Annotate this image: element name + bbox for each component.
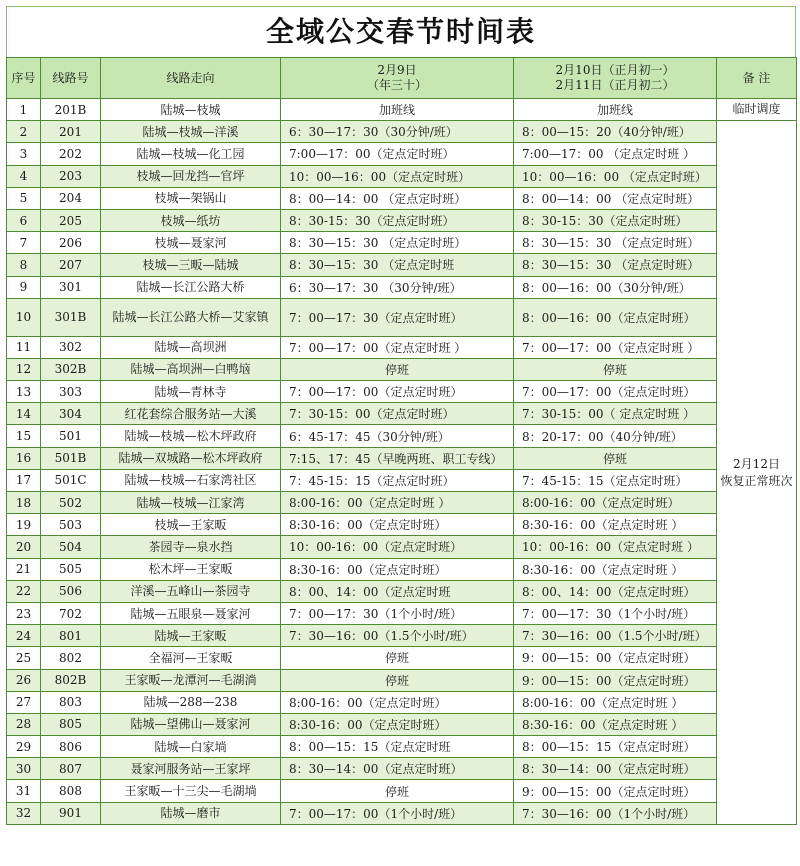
line-cell: 501B xyxy=(41,447,101,469)
route-cell: 陆城—王家畈 xyxy=(101,625,281,647)
route-cell: 枝城—回龙挡—官坪 xyxy=(101,165,281,187)
day1-time-cell: 8：30—15：30 （定点定时班 xyxy=(281,254,514,276)
line-cell: 506 xyxy=(41,580,101,602)
route-cell: 陆城—青林寺 xyxy=(101,381,281,403)
day1-time-cell: 7：00—17：00（1个小时/班） xyxy=(281,802,514,824)
table-row xyxy=(7,691,797,713)
day2-time-cell: 7:00—17：00 （定点定时班 ） xyxy=(514,143,717,165)
line-cell: 301 xyxy=(41,276,101,298)
line-cell: 205 xyxy=(41,209,101,231)
line-cell: 803 xyxy=(41,691,101,713)
seq-cell: 4 xyxy=(7,165,41,187)
seq-cell: 13 xyxy=(7,381,41,403)
day2-time-cell: 7：30—16：00（1个小时/班） xyxy=(514,802,717,824)
route-cell: 陆城—长江公路大桥—艾家镇 xyxy=(101,298,281,336)
day1-time-cell: 8:00-16：00（定点定时班） xyxy=(281,691,514,713)
seq-cell: 20 xyxy=(7,536,41,558)
header-note: 备 注 xyxy=(717,58,797,99)
day2-time-cell: 8:30-16：00（定点定时班 ） xyxy=(514,558,717,580)
day1-time-cell: 停班 xyxy=(281,358,514,380)
line-cell: 802 xyxy=(41,647,101,669)
route-cell: 枝城—王家畈 xyxy=(101,514,281,536)
route-cell: 陆城—高坝洲—白鸭垴 xyxy=(101,358,281,380)
line-cell: 807 xyxy=(41,758,101,780)
table-row xyxy=(7,602,797,624)
day2-time-cell: 7：00—17：00（定点定时班） xyxy=(514,381,717,403)
table-row xyxy=(7,625,797,647)
line-cell: 504 xyxy=(41,536,101,558)
header-seq: 序号 xyxy=(7,58,41,99)
route-cell: 陆城—五眼泉—聂家河 xyxy=(101,602,281,624)
header-day1-date: 2月9日 xyxy=(377,63,417,77)
line-cell: 505 xyxy=(41,558,101,580)
table-row xyxy=(7,536,797,558)
day1-time-cell: 7:00—17：00（定点定时班） xyxy=(281,143,514,165)
line-cell: 501C xyxy=(41,469,101,491)
line-cell: 301B xyxy=(41,298,101,336)
table-row xyxy=(7,336,797,358)
schedule-sheet xyxy=(6,6,796,825)
day1-time-cell: 8：30—15：30 （定点定时班） xyxy=(281,232,514,254)
day2-time-cell: 8：00—14：00 （定点定时班） xyxy=(514,187,717,209)
seq-cell: 2 xyxy=(7,121,41,143)
day1-time-cell: 7：00—17：00（定点定时班） xyxy=(281,381,514,403)
day1-time-cell: 8:30-16：00（定点定时班） xyxy=(281,558,514,580)
header-day2-date1: 2月10日（正月初一） xyxy=(555,63,675,77)
seq-cell: 11 xyxy=(7,336,41,358)
route-cell: 洋溪—五峰山—茶园寺 xyxy=(101,580,281,602)
day2-time-cell: 10：00—16：00 （定点定时班） xyxy=(514,165,717,187)
day2-time-cell: 9：00—15：00（定点定时班） xyxy=(514,669,717,691)
day1-time-cell: 8：00—14：00 （定点定时班） xyxy=(281,187,514,209)
line-cell: 201 xyxy=(41,121,101,143)
seq-cell: 19 xyxy=(7,514,41,536)
route-cell: 陆城—枝城—松木坪政府 xyxy=(101,425,281,447)
day2-time-cell: 停班 xyxy=(514,447,717,469)
line-cell: 302B xyxy=(41,358,101,380)
line-cell: 203 xyxy=(41,165,101,187)
table-row xyxy=(7,647,797,669)
day1-time-cell: 停班 xyxy=(281,780,514,802)
table-row xyxy=(7,758,797,780)
table-row xyxy=(7,780,797,802)
day2-time-cell: 8:30-16：00（定点定时班 ） xyxy=(514,514,717,536)
day1-time-cell: 6：30—17：30（30分钟/班） xyxy=(281,121,514,143)
day2-time-cell: 8:30-16：00（定点定时班 ） xyxy=(514,713,717,735)
table-row xyxy=(7,514,797,536)
line-cell: 501 xyxy=(41,425,101,447)
line-cell: 304 xyxy=(41,403,101,425)
route-cell: 陆城—枝城 xyxy=(101,99,281,121)
route-cell: 王家畈—龙潭河—毛湖淌 xyxy=(101,669,281,691)
day1-time-cell: 停班 xyxy=(281,669,514,691)
schedule-table xyxy=(6,57,797,825)
table-row xyxy=(7,165,797,187)
seq-cell: 12 xyxy=(7,358,41,380)
day1-time-cell: 7:15、17：45（早晚两班、职工专线） xyxy=(281,447,514,469)
line-cell: 204 xyxy=(41,187,101,209)
seq-cell: 18 xyxy=(7,492,41,514)
line-cell: 207 xyxy=(41,254,101,276)
route-cell: 王家畈—十三尖—毛湖埫 xyxy=(101,780,281,802)
day2-time-cell: 8：20-17：00（40分钟/班） xyxy=(514,425,717,447)
table-row xyxy=(7,802,797,824)
line-cell: 302 xyxy=(41,336,101,358)
day1-time-cell: 8:30-16：00（定点定时班） xyxy=(281,514,514,536)
table-row xyxy=(7,254,797,276)
day2-time-cell: 8：00—15：20（40分钟/班） xyxy=(514,121,717,143)
line-cell: 503 xyxy=(41,514,101,536)
table-row xyxy=(7,447,797,469)
route-cell: 松木坪—王家畈 xyxy=(101,558,281,580)
table-row xyxy=(7,580,797,602)
day1-time-cell: 7：30—16：00（1.5个小时/班） xyxy=(281,625,514,647)
day2-time-cell: 7：30—16：00（1.5个小时/班） xyxy=(514,625,717,647)
day2-time-cell: 8：00—16：00（定点定时班） xyxy=(514,298,717,336)
seq-cell: 17 xyxy=(7,469,41,491)
day1-time-cell: 6：30—17：30 （30分钟/班） xyxy=(281,276,514,298)
route-cell: 枝城—三畈—陆城 xyxy=(101,254,281,276)
seq-cell: 25 xyxy=(7,647,41,669)
day1-time-cell: 7：00—17：30（定点定时班） xyxy=(281,298,514,336)
line-cell: 805 xyxy=(41,713,101,735)
table-row xyxy=(7,492,797,514)
day2-time-cell: 8:00-16：00（定点定时班 ） xyxy=(514,691,717,713)
seq-cell: 8 xyxy=(7,254,41,276)
table-row xyxy=(7,358,797,380)
note-resume xyxy=(717,121,797,825)
day2-time-cell: 8：00—15：15（定点定时班） xyxy=(514,736,717,758)
day2-time-cell: 8：30-15：30（定点定时班） xyxy=(514,209,717,231)
day1-time-cell: 7：00—17：30（1个小时/班） xyxy=(281,602,514,624)
table-row xyxy=(7,298,797,336)
day2-time-cell: 8：30—14：00（定点定时班） xyxy=(514,758,717,780)
seq-cell: 1 xyxy=(7,99,41,121)
day1-time-cell: 8:30-16：00（定点定时班） xyxy=(281,713,514,735)
day2-time-cell: 加班线 xyxy=(514,99,717,121)
seq-cell: 15 xyxy=(7,425,41,447)
route-cell: 陆城—枝城—江家湾 xyxy=(101,492,281,514)
table-row xyxy=(7,187,797,209)
day1-time-cell: 10：00—16：00（定点定时班） xyxy=(281,165,514,187)
seq-cell: 23 xyxy=(7,602,41,624)
seq-cell: 9 xyxy=(7,276,41,298)
line-cell: 202 xyxy=(41,143,101,165)
line-cell: 201B xyxy=(41,99,101,121)
table-row xyxy=(7,381,797,403)
day2-time-cell: 10：00-16：00（定点定时班 ） xyxy=(514,536,717,558)
header-day2 xyxy=(514,58,717,99)
route-cell: 陆城—磨市 xyxy=(101,802,281,824)
seq-cell: 28 xyxy=(7,713,41,735)
table-row xyxy=(7,713,797,735)
seq-cell: 10 xyxy=(7,298,41,336)
day1-time-cell: 6：45-17：45（30分钟/班） xyxy=(281,425,514,447)
header-day2-date2: 2月11日（正月初二） xyxy=(555,78,675,92)
seq-cell: 27 xyxy=(7,691,41,713)
line-cell: 808 xyxy=(41,780,101,802)
line-cell: 802B xyxy=(41,669,101,691)
route-cell: 陆城—288—238 xyxy=(101,691,281,713)
seq-cell: 29 xyxy=(7,736,41,758)
seq-cell: 21 xyxy=(7,558,41,580)
table-row xyxy=(7,143,797,165)
header-day1 xyxy=(281,58,514,99)
schedule-rows xyxy=(7,99,797,825)
table-row xyxy=(7,425,797,447)
route-cell: 陆城—长江公路大桥 xyxy=(101,276,281,298)
table-row xyxy=(7,736,797,758)
seq-cell: 7 xyxy=(7,232,41,254)
day2-time-cell: 8：30—15：30 （定点定时班） xyxy=(514,232,717,254)
route-cell: 枝城—纸坊 xyxy=(101,209,281,231)
day1-time-cell: 7：00—17：00（定点定时班 ） xyxy=(281,336,514,358)
route-cell: 茶园寺—泉水挡 xyxy=(101,536,281,558)
day2-time-cell: 7：30-15：00（ 定点定时班 ） xyxy=(514,403,717,425)
route-cell: 聂家河服务站—王家坪 xyxy=(101,758,281,780)
route-cell: 枝城—架锅山 xyxy=(101,187,281,209)
seq-cell: 32 xyxy=(7,802,41,824)
table-row xyxy=(7,232,797,254)
day1-time-cell: 加班线 xyxy=(281,99,514,121)
route-cell: 陆城—望佛山—聂家河 xyxy=(101,713,281,735)
table-row xyxy=(7,209,797,231)
day2-time-cell: 8：00、14：00（定点定时班） xyxy=(514,580,717,602)
day2-time-cell: 8：00—16：00（30分钟/班） xyxy=(514,276,717,298)
day1-time-cell: 8：30-15：30（定点定时班） xyxy=(281,209,514,231)
day2-time-cell: 8：30—15：30 （定点定时班） xyxy=(514,254,717,276)
day2-time-cell: 9：00—15：00（定点定时班） xyxy=(514,647,717,669)
route-cell: 红花套综合服务站—大溪 xyxy=(101,403,281,425)
note-resume-text: 恢复正常班次 xyxy=(720,473,793,488)
table-row xyxy=(7,403,797,425)
day1-time-cell: 10：00-16：00（定点定时班） xyxy=(281,536,514,558)
day1-time-cell: 停班 xyxy=(281,647,514,669)
route-cell: 全福河—王家畈 xyxy=(101,647,281,669)
header-route: 线路走向 xyxy=(101,58,281,99)
route-cell: 陆城—双城路—松木坪政府 xyxy=(101,447,281,469)
day1-time-cell: 8:00-16：00（定点定时班 ） xyxy=(281,492,514,514)
note-resume-date: 2月12日 xyxy=(733,456,780,471)
table-row xyxy=(7,99,797,121)
seq-cell: 26 xyxy=(7,669,41,691)
day2-time-cell: 7：00—17：00（定点定时班 ） xyxy=(514,336,717,358)
day2-time-cell: 7：45-15：15（定点定时班） xyxy=(514,469,717,491)
table-row xyxy=(7,121,797,143)
header-line: 线路号 xyxy=(41,58,101,99)
seq-cell: 3 xyxy=(7,143,41,165)
route-cell: 陆城—枝城—石家湾社区 xyxy=(101,469,281,491)
day2-time-cell: 7：00—17：30（1个小时/班） xyxy=(514,602,717,624)
table-row xyxy=(7,669,797,691)
day1-time-cell: 7：30-15：00（定点定时班） xyxy=(281,403,514,425)
day1-time-cell: 7：45-15：15（定点定时班） xyxy=(281,469,514,491)
seq-cell: 24 xyxy=(7,625,41,647)
seq-cell: 16 xyxy=(7,447,41,469)
header-day1-sub: （年三十） xyxy=(366,78,427,92)
line-cell: 502 xyxy=(41,492,101,514)
line-cell: 801 xyxy=(41,625,101,647)
seq-cell: 5 xyxy=(7,187,41,209)
seq-cell: 6 xyxy=(7,209,41,231)
table-row xyxy=(7,469,797,491)
route-cell: 陆城—白家埫 xyxy=(101,736,281,758)
route-cell: 陆城—高坝洲 xyxy=(101,336,281,358)
line-cell: 901 xyxy=(41,802,101,824)
seq-cell: 31 xyxy=(7,780,41,802)
day1-time-cell: 8：00—15：15（定点定时班 xyxy=(281,736,514,758)
seq-cell: 14 xyxy=(7,403,41,425)
seq-cell: 30 xyxy=(7,758,41,780)
day1-time-cell: 8：00、14：00（定点定时班 xyxy=(281,580,514,602)
table-row xyxy=(7,276,797,298)
seq-cell: 22 xyxy=(7,580,41,602)
day1-time-cell: 8：30—14：00（定点定时班） xyxy=(281,758,514,780)
line-cell: 303 xyxy=(41,381,101,403)
route-cell: 陆城—枝城—洋溪 xyxy=(101,121,281,143)
day2-time-cell: 9：00—15：00（定点定时班） xyxy=(514,780,717,802)
page-title: 全域公交春节时间表 xyxy=(6,6,796,57)
day2-time-cell: 8:00-16：00（定点定时班） xyxy=(514,492,717,514)
route-cell: 陆城—枝城—化工园 xyxy=(101,143,281,165)
table-row xyxy=(7,558,797,580)
day2-time-cell: 停班 xyxy=(514,358,717,380)
line-cell: 206 xyxy=(41,232,101,254)
header-row xyxy=(7,58,797,99)
note-temporary: 临时调度 xyxy=(717,99,797,121)
line-cell: 702 xyxy=(41,602,101,624)
line-cell: 806 xyxy=(41,736,101,758)
route-cell: 枝城—聂家河 xyxy=(101,232,281,254)
